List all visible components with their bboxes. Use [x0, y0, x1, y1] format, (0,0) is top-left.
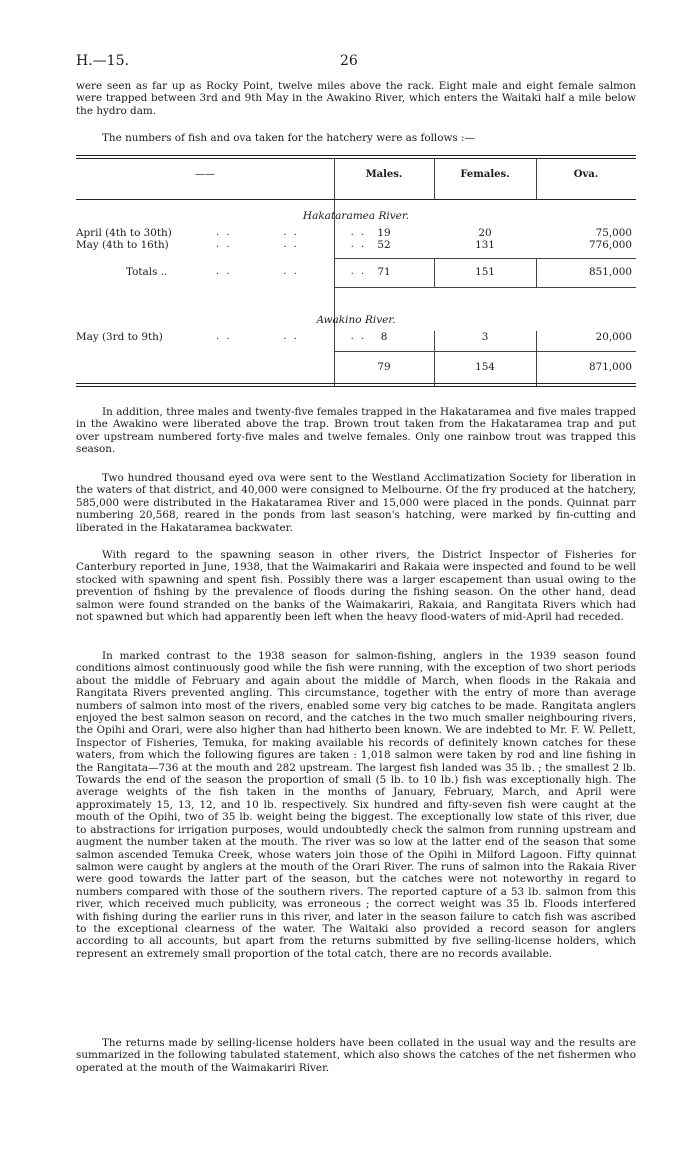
grand-total-ova: 871,000 — [589, 361, 632, 373]
totals-bottom-rule — [334, 287, 636, 288]
table-bottom-rule-2 — [76, 386, 636, 387]
grand-total-top-rule — [334, 351, 636, 352]
table-bottom-rule — [76, 383, 636, 384]
paragraph-ova-distribution: Two hundred thousand eyed ova were sent to the Westland Acclimatization Society for liberation in the waters of that district, and 40,000 were consigned to Melbourne. Of the fry produced at the hatchery, 585,000 were distributed in the Hakataramea River and 15,000 were placed in the ponds. Quinnat parr numbering 20,568, reared in the ponds from last season's hatching, were marked by fin-cutting and liberated in the Hakataramea backwater. — [76, 472, 636, 534]
cell-females: 131 — [475, 239, 495, 251]
header-blank: —— — [195, 169, 215, 180]
paragraph-angling-season: In marked contrast to the 1938 season for salmon-fishing, anglers in the 1939 season found conditions almost continuously good while the fish were running, with the exception of two short periods about the middle of February and again about the middle of March, when floods in the Rakaia and Rangitata Rivers prevented angling. This circumstance, together with the entry of more than average numbers of salmon into most of the rivers, enabled some very big catches to be made. Rangitata anglers enjoyed the best salmon season on record, and the catches in the two much smaller neighbouring rivers, the Opihi and Orari, were also higher than had hitherto been known. We are indebted to Mr. F. W. Pellett, Inspector of Fisheries, Temuka, for making available his records of definitely known catches for these waters, from which the following figures are taken : 1,018 salmon were taken by rod and line fishing in the Rangitata—736 at the mouth and 282 upstream. The largest fish landed was 35 lb. ; the smallest 2 lb. Towards the end of the season the proportion of small (5 lb. to 10 lb.) fish was exceptionally high. The average weights of the fish taken in the months of January, February, March, and April were approximately 15, 13, 12, and 10 lb. respectively. Six hundred and fifty-seven fish were caught at the mouth of the Opihi, two of 35 lb. weight being the biggest. The exceptionally low state of this river, due to abstractions for irrigation purposes, would undoubtedly check the salmon from running upstream and augment the number taken at the mouth. The river was so low at the latter end of the season that some salmon ascended Temuka Creek, whose waters join those of the Opihi in Milford Lagoon. Fifty quinnat salmon were caught by anglers at the mouth of the Orari River. The runs of salmon into the Rakaia River were good towards the latter part of the season, but the catches were not noteworthy in regard to numbers compared with those of the southern rivers. The reported capture of a 53 lb. salmon from this river, which received much publicity, was erroneous ; the correct weight was 35 lb. Floods interfered with fishing during the earlier runs in this river, and later in the season failure to catch fish was ascribed to the exceptional clearness of the water. The Waitaki also provided a record season for anglers according to all accounts, but apart from the returns submitted by five selling-license holders, which represent an extremely small proportion of the total catch, there are no records available. — [76, 650, 636, 960]
header-bottom-rule — [76, 199, 636, 200]
total-females: 151 — [475, 266, 495, 278]
row-label: May (4th to 16th) — [76, 239, 169, 251]
cell-ova: 20,000 — [595, 331, 632, 343]
cell-males: 52 — [377, 239, 391, 251]
paragraph-spawning-season: With regard to the spawning season in other rivers, the District Inspector of Fisheries for Canterbury reported in June, 1938, that the Waimakariri and Rakaia were inspected and found to be well stocked with spawning and spent fish. Possibly there was a larger escapement than usual owing to the prevention of fishing by the prevalence of floods during the fishing season. On the other hand, dead salmon were found stranded on the banks of the Waimakariri, Rakaia, and Rangitata Rivers which had not spawned but which had apparently been left when the heavy flood-waters of mid-April had receded. — [76, 549, 636, 624]
col-divider-ova-awakino — [536, 331, 537, 387]
paragraph-selling-license: The returns made by selling-license holders have been collated in the usual way and the results are summarized in the following tabulated statement, which also shows the catches of the net fishermen who operated at the mouth of the Waimakariri River. — [76, 1037, 636, 1074]
cell-males: 19 — [377, 227, 391, 239]
table-top-rule-2 — [76, 158, 636, 159]
section-title-hakataramea: Hakataramea River. — [302, 210, 410, 222]
row-label: May (3rd to 9th) — [76, 331, 163, 343]
col-divider-females-awakino — [434, 331, 435, 387]
totals-label: Totals .. — [126, 266, 168, 278]
cell-females: 20 — [478, 227, 492, 239]
page-number: 26 — [340, 53, 358, 69]
paragraph-liberation: In addition, three males and twenty-five females trapped in the Hakataramea and five males trapped in the Awakino were liberated above the trap. Brown trout taken from the Hakataramea trap and put over upstream numbered forty-five males and twelve females. Only one rainbow trout was trapped this season. — [76, 406, 636, 456]
grand-total-males: 79 — [377, 361, 391, 373]
header-ova: Ova. — [573, 169, 599, 180]
cell-females: 3 — [481, 331, 489, 343]
leader-dots: . . . . . . — [216, 239, 367, 250]
header-females: Females. — [460, 169, 510, 180]
cell-ova: 75,000 — [595, 227, 632, 239]
leader-dots: . . . . . . — [216, 331, 367, 342]
section-title-awakino: Awakino River. — [316, 314, 396, 326]
total-ova: 851,000 — [589, 266, 632, 278]
report-reference: H.—15. — [76, 53, 129, 69]
leader-dots: . . . . . . — [216, 227, 367, 238]
grand-total-females: 154 — [475, 361, 495, 373]
cell-ova: 776,000 — [589, 239, 632, 251]
table-top-rule — [76, 155, 636, 156]
totals-top-rule — [334, 258, 636, 259]
leader-dots: . . . . . . — [216, 266, 367, 277]
table-intro-paragraph: The numbers of fish and ova taken for the hatchery were as follows :— — [102, 132, 475, 144]
intro-paragraph: were seen as far up as Rocky Point, twelve miles above the rack. Eight male and eight female salmon were trapped between 3rd and 9th May in the Awakino River, which enters the Waitaki half a mile below the hydro dam. — [76, 80, 636, 117]
header-males: Males. — [365, 169, 403, 180]
hatchery-table — [76, 155, 636, 387]
total-males: 71 — [377, 266, 391, 278]
row-label: April (4th to 30th) — [76, 227, 172, 239]
cell-males: 8 — [380, 331, 388, 343]
